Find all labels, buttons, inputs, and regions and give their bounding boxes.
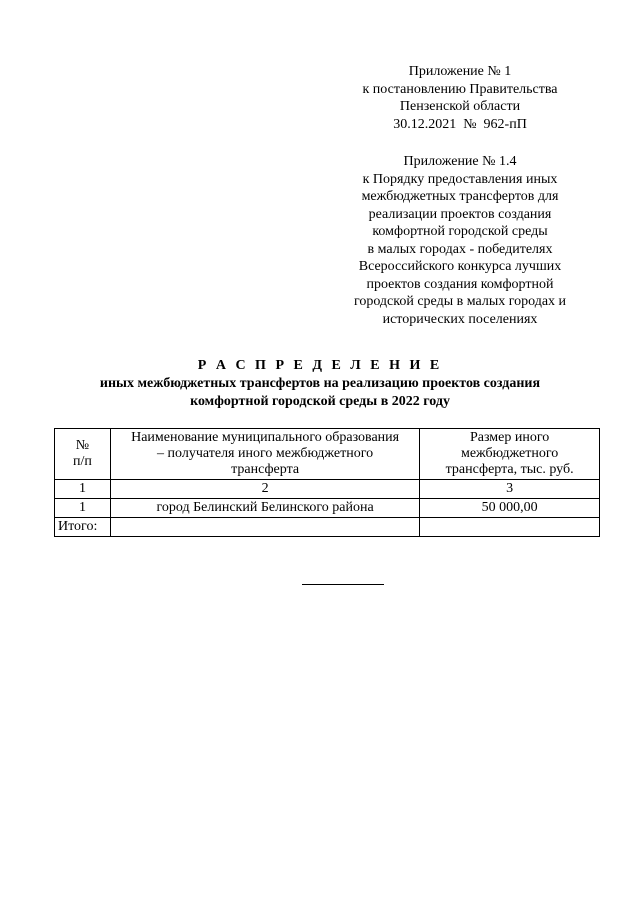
appendix-2-line: проектов создания комфортной bbox=[366, 276, 554, 292]
appendix-2-line: Всероссийского конкурса лучших bbox=[358, 259, 562, 274]
table-cell: 3 bbox=[420, 480, 600, 499]
table-cell: 2 bbox=[110, 480, 419, 499]
appendix-2-line: к Порядку предоставления иных bbox=[362, 171, 558, 187]
appendix-2-line: межбюджетных трансфертов для bbox=[361, 189, 559, 204]
table-header-row bbox=[55, 429, 600, 480]
appendix-2-line: исторических поселениях bbox=[382, 311, 538, 327]
document-title bbox=[0, 357, 640, 411]
appendix-1-line: Пензенской области bbox=[399, 99, 521, 114]
table-row bbox=[55, 499, 600, 518]
header-num: № п/п bbox=[55, 429, 111, 480]
header-name: Наименование муниципального образования – получателя иного межбюджетного трансферта bbox=[110, 429, 419, 480]
table-cell: 1 bbox=[55, 480, 111, 499]
title-line: комфортной городской среды в 2022 году bbox=[190, 394, 450, 409]
appendix-2-line: городской среды в малых городах и bbox=[353, 294, 567, 309]
table-cell: город Белинский Белинского района bbox=[110, 499, 419, 518]
title-heading: Р А С П Р Е Д Е Л Е Н И Е bbox=[197, 358, 443, 373]
appendix-2-line: в малых городах - победителях bbox=[367, 241, 553, 257]
table-cell: 50 000,00 bbox=[420, 499, 600, 518]
total-label: Итого: bbox=[55, 518, 111, 537]
appendix-1-line: Приложение № 1 bbox=[408, 64, 512, 79]
appendix-1-block bbox=[325, 63, 595, 133]
table-total-row bbox=[55, 518, 600, 537]
table-index-row bbox=[55, 480, 600, 499]
appendix-1-line: к постановлению Правительства bbox=[362, 81, 558, 97]
appendix-1-date-number: 30.12.2021 № 962-пП bbox=[393, 116, 527, 132]
appendix-2-block bbox=[325, 153, 595, 328]
distribution-table bbox=[54, 428, 600, 537]
table-cell bbox=[420, 518, 600, 537]
header-amount: Размер иного межбюджетного трансферта, тыс. руб. bbox=[420, 429, 600, 480]
table-cell: 1 bbox=[55, 499, 111, 518]
appendix-2-line: комфортной городской среды bbox=[372, 224, 548, 239]
appendix-2-line: реализации проектов создания bbox=[368, 206, 552, 222]
end-divider bbox=[302, 584, 384, 585]
table-cell bbox=[110, 518, 419, 537]
appendix-2-line: Приложение № 1.4 bbox=[403, 154, 517, 169]
title-line: иных межбюджетных трансфертов на реализацию проектов создания bbox=[99, 376, 541, 391]
